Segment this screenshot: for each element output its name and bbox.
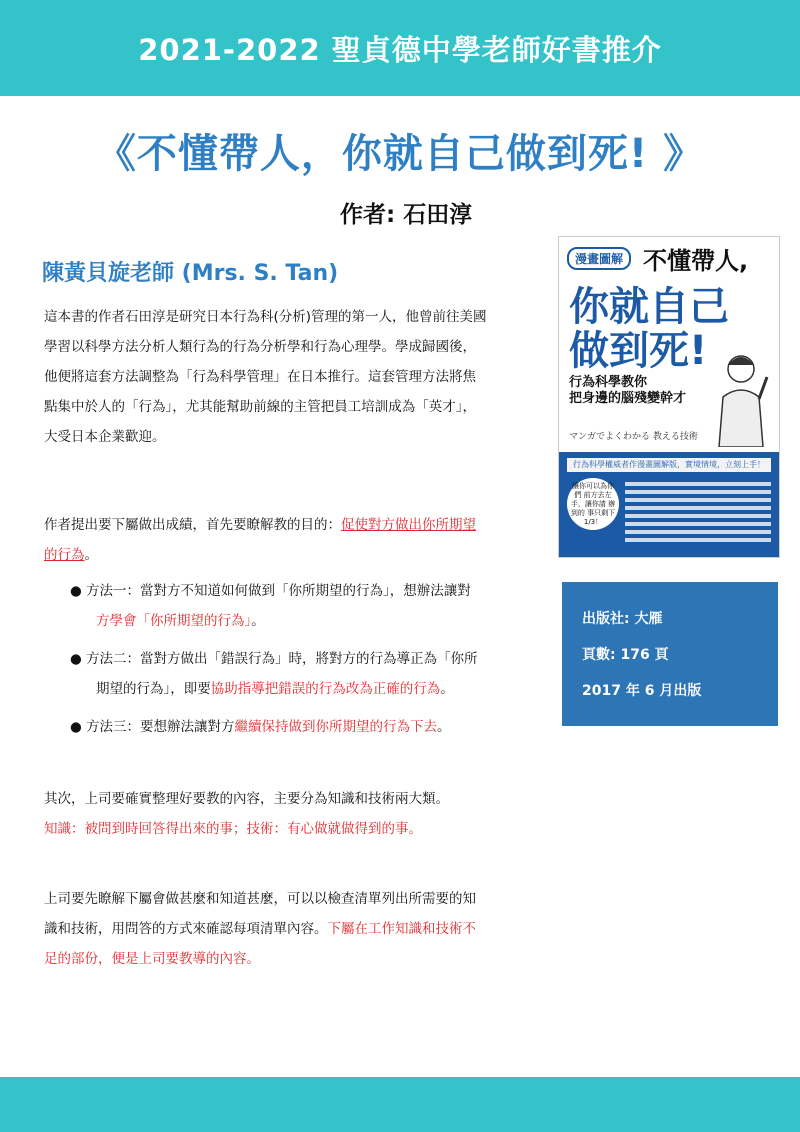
content-highlight: 知識：被問到時回答得出來的事；技術：有心做就做得到的事。 <box>44 821 422 837</box>
method-one-highlight: 方學會「你所期望的行為」 <box>96 613 252 629</box>
cover-strip: 行為科學權威者作漫畫圖解版，實境情境，立刻上手！ <box>567 458 771 472</box>
method-two <box>70 644 540 704</box>
page-count: 頁數: 176 頁 <box>582 647 669 663</box>
purpose-lead: 作者提出要下屬做出成績，首先要瞭解教的目的： <box>44 517 341 533</box>
checklist-line: 上司要先瞭解下屬會做甚麼和知道甚麼，可以以檢查清單列出所需要的知 <box>44 891 476 907</box>
bullet-icon: ● <box>70 583 82 599</box>
footer-band <box>0 1077 800 1132</box>
content-paragraph <box>44 784 539 844</box>
method-one-text: 方法一：當對方不知道如何做到「你所期望的行為」，想辦法讓對 <box>86 583 471 599</box>
bullet-icon: ● <box>70 651 82 667</box>
cover-lower <box>559 452 779 557</box>
book-cover-image <box>558 236 780 558</box>
checklist-paragraph <box>44 884 539 974</box>
cover-title-top: 不懂帶人, <box>643 247 749 275</box>
method-two-text-cont: 期望的行為」，即要 <box>96 681 211 697</box>
purpose-tail: 。 <box>84 547 98 563</box>
author-line: 作者: 石田淳 <box>340 202 473 228</box>
publisher-name: 出版社: 大雁 <box>582 611 663 627</box>
teacher-name: 陳黃貝旋老師 (Mrs. S. Tan) <box>42 261 339 286</box>
method-two-tail: 。 <box>440 681 454 697</box>
cover-badge: 漫畫圖解 <box>567 247 631 270</box>
cover-circle: 讓你可以為你們 前方去左手，讓你請 辦到的 事只剩下 1/3！ <box>567 478 619 530</box>
book-title: 《不懂帶人，你就自己做到死! 》 <box>95 131 705 177</box>
intro-line: 點集中於人的「行為」，尤其能幫助前線的主管把員工培訓成為「英才」， <box>44 399 476 415</box>
method-one-tail: 。 <box>251 613 265 629</box>
checklist-highlight-cont: 足的部份，便是上司要教導的內容。 <box>44 951 260 967</box>
intro-paragraph <box>44 302 539 452</box>
method-one <box>70 576 540 636</box>
intro-line: 學習以科學方法分析人類行為的行為分析學和行為心理學。學成歸國後， <box>44 339 476 355</box>
intro-line: 大受日本企業歡迎。 <box>44 429 166 445</box>
intro-line: 這本書的作者石田淳是研究日本行為科(分析)管理的第一人，他曾前往美國 <box>44 309 487 325</box>
bullet-icon: ● <box>70 719 82 735</box>
method-two-text: 方法二：當對方做出「錯誤行為」時，將對方的行為導正為「你所 <box>86 651 478 667</box>
method-two-highlight: 協助指導把錯誤的行為改為正確的行為 <box>210 681 441 697</box>
publish-date: 2017 年 6 月出版 <box>582 683 702 699</box>
header-band <box>0 0 800 96</box>
method-three <box>70 712 540 742</box>
content-line: 其次，上司要確實整理好要教的內容，主要分為知識和技術兩大類。 <box>44 791 449 807</box>
cover-japanese-title: マンガでよくわかる 教える技術 <box>569 432 698 442</box>
cover-illustration-icon <box>709 347 769 447</box>
header-title: 2021-2022 聖貞德中學老師好書推介 <box>138 32 662 67</box>
cover-subtitle: 行為科學教你 把身邊的腦殘變幹才 <box>569 375 687 406</box>
purpose-highlight-cont: 的行為 <box>44 547 85 563</box>
cover-upper <box>559 237 779 452</box>
method-three-tail: 。 <box>437 719 451 735</box>
checklist-line: 識和技術，用問答的方式來確認每項清單內容。 <box>44 921 328 937</box>
cover-title-main: 你就自己 做到死! <box>569 284 729 374</box>
method-three-text: 方法三：要想辦法讓對方 <box>86 719 235 735</box>
cover-text-lines <box>625 478 771 546</box>
purpose-paragraph <box>44 510 539 570</box>
checklist-highlight: 下屬在工作知識和技術不 <box>327 921 476 937</box>
publisher-box <box>562 582 778 726</box>
intro-line: 他便將這套方法調整為「行為科學管理」在日本推行。這套管理方法將焦 <box>44 369 476 385</box>
method-three-highlight: 繼續保持做到你所期望的行為下去 <box>234 719 437 735</box>
purpose-highlight: 促使對方做出你所期望 <box>341 517 476 533</box>
